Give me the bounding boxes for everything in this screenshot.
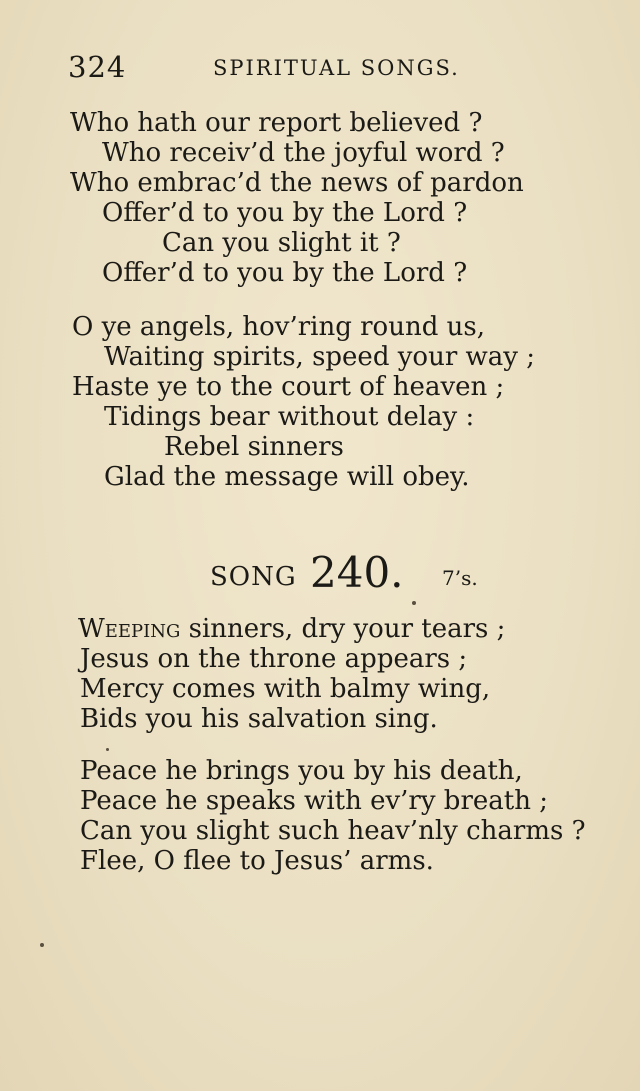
verse-line: Rebel sinners [164,432,344,462]
verse-line: Tidings bear without delay : [104,402,475,432]
paper-speck [106,748,109,751]
verse-line: Can you slight such heav’nly charms ? [80,816,586,846]
verse-line: Waiting spirits, speed your way ; [104,342,535,372]
verse-line: Offer’d to you by the Lord ? [102,198,468,228]
verse-line: Peace he brings you by his death, [80,756,523,786]
verse-line: Flee, O flee to Jesus’ arms. [80,846,434,876]
song-number: 240. [310,548,404,597]
running-head: SPIRITUAL SONGS. [213,56,460,80]
paper-speck [40,943,44,947]
song-label: SONG [210,562,297,592]
verse-line: Mercy comes with balmy wing, [80,674,491,704]
verse-line: Jesus on the throne appears ; [80,644,468,674]
page-header [68,50,488,86]
paper-speck [412,601,416,605]
verse-line: Offer’d to you by the Lord ? [102,258,468,288]
verse-line: Bids you his salvation sing. [80,704,438,734]
verse-line: O ye angels, hov’ring round us, [72,312,485,342]
song-meter: 7’s. [442,566,478,590]
song-heading [210,548,510,598]
verse-line: Who embrac’d the news of pardon [70,168,524,198]
verse-line: Glad the message will obey. [104,462,470,492]
verse-line [78,614,505,644]
verse-line: Who hath our report believed ? [70,108,483,138]
verse-line: Can you slight it ? [162,228,401,258]
initial-word: Weeping [78,614,181,644]
first-line-rest: sinners, dry your tears ; [180,614,506,644]
verse-line: Haste ye to the court of heaven ; [72,372,505,402]
verse-line: Who receiv’d the joyful word ? [102,138,505,168]
verse-line: Peace he speaks with ev’ry breath ; [80,786,548,816]
page-number: 324 [68,50,127,84]
